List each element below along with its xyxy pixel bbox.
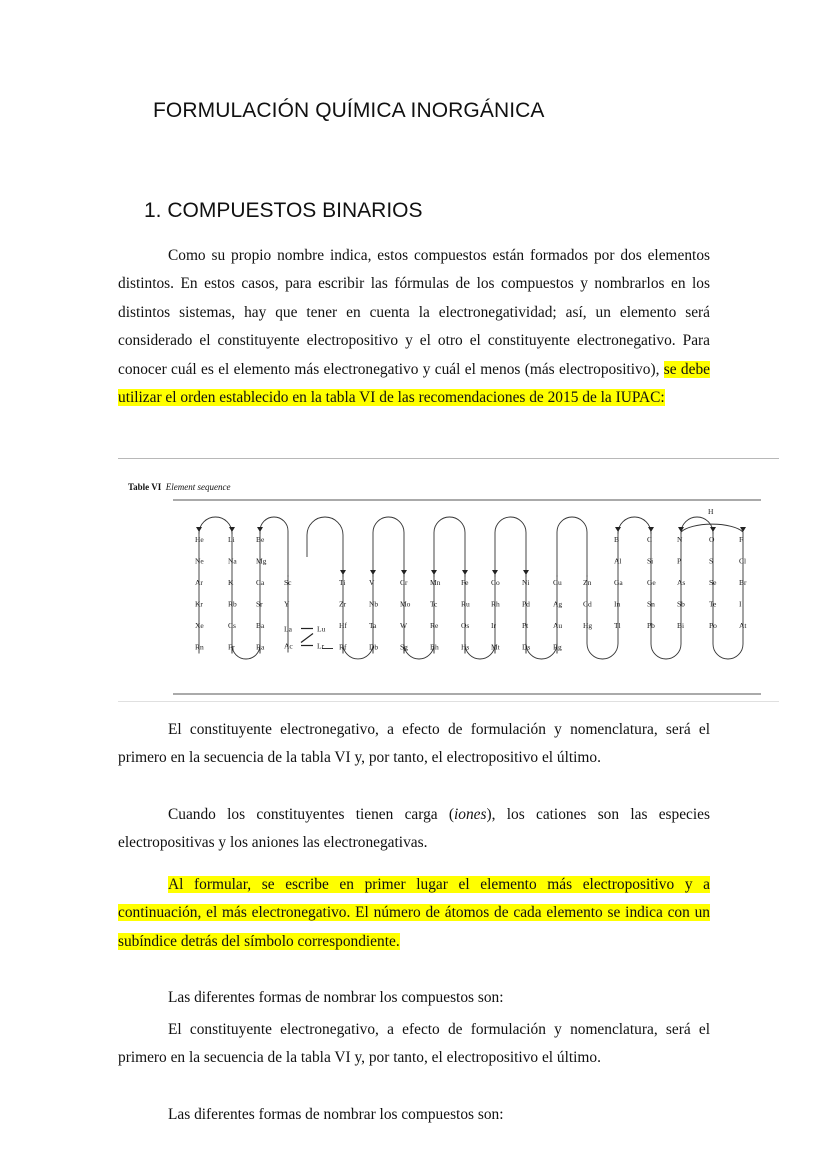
element-symbol: Sr xyxy=(256,599,263,609)
element-symbol: Na xyxy=(228,556,237,566)
element-symbol: Pd xyxy=(522,599,530,609)
element-symbol: Ac xyxy=(284,641,293,651)
element-symbol: Br xyxy=(739,578,747,587)
figure-table-caption: Element sequence xyxy=(165,482,231,492)
element-symbol: La xyxy=(284,624,292,634)
paragraph-2: El constituyente electronegativo, a efecto de formulación y nomenclatura, será el primero en la secuencia de la tabla VI y, por tanto, el electropositivo el último. xyxy=(118,721,710,767)
element-symbol: Mo xyxy=(400,599,411,609)
element-sequence-diagram xyxy=(118,459,779,701)
element-symbol: Po xyxy=(709,621,717,630)
element-symbol: Mt xyxy=(491,642,500,652)
element-symbol: S xyxy=(709,556,714,566)
element-symbol: Cl xyxy=(739,556,747,566)
element-symbol: Bh xyxy=(430,642,439,652)
element-symbol: Ga xyxy=(614,578,623,587)
arrowhead xyxy=(257,527,263,532)
element-symbol: F xyxy=(739,535,744,544)
intro-text: Como su propio nombre indica, estos compuestos están formados por dos elementos distintos. En estos casos, para escribir las fórmulas de los compuestos y nombrarlos en los distintos sistemas, hay que tener en cuenta la electronegatividad; así, un elemento será considerado el constituyente electropositivo y el otro el constituyente electronegativo. Para conocer cuál es el elemento más electronegativo y cuál el menos (más electropositivo), xyxy=(118,247,710,378)
arrowhead xyxy=(615,527,621,532)
paragraph-6: El constituyente electronegativo, a efecto de formulación y nomenclatura, será el primero en la secuencia de la tabla VI y, por tanto, el electropositivo el último. xyxy=(118,1021,710,1067)
element-symbol: Cu xyxy=(553,578,562,587)
element-symbol: Co xyxy=(491,578,500,587)
paragraph-3-italic: iones xyxy=(454,806,487,823)
element-symbol: Ag xyxy=(553,599,563,609)
element-symbol: Rg xyxy=(553,642,562,652)
arrowhead xyxy=(678,527,684,532)
paragraph-4-highlighted-text: Al formular, se escribe en primer lugar el elemento más electropositivo y a continuación, el más electronegativo. El número de átomos de cada elemento se indica con un subíndice detrás del símbolo correspondiente. xyxy=(118,876,710,950)
cross-arrow xyxy=(301,634,313,643)
figure-table-label: Table VI xyxy=(128,482,162,492)
arrowhead xyxy=(370,570,376,575)
element-symbol: Mg xyxy=(256,556,267,566)
element-symbol: Ds xyxy=(522,642,531,652)
element-symbol: Sn xyxy=(647,599,655,609)
element-symbol: Li xyxy=(228,535,235,544)
element-symbol: P xyxy=(677,556,682,566)
element-symbol: Ca xyxy=(256,578,265,587)
arrowhead xyxy=(196,527,202,532)
element-symbol: Pb xyxy=(647,621,655,630)
element-symbol: Ba xyxy=(256,621,265,630)
paragraph-5: Las diferentes formas de nombrar los compuestos son: xyxy=(168,989,504,1006)
arrowhead xyxy=(648,527,654,532)
element-symbol: C xyxy=(647,535,653,544)
sequence-arch xyxy=(434,517,465,577)
element-symbol: Y xyxy=(284,599,290,609)
element-symbol: Re xyxy=(430,621,439,630)
arrowhead xyxy=(431,570,437,575)
element-sequence-figure xyxy=(118,458,779,702)
element-symbol: Ni xyxy=(522,578,530,587)
element-symbol: Ar xyxy=(195,578,203,587)
element-symbol: Hg xyxy=(583,621,593,630)
sequence-arch xyxy=(199,517,232,534)
element-symbol: Si xyxy=(647,556,654,566)
element-symbol: Ti xyxy=(339,578,346,587)
element-symbol: I xyxy=(739,599,742,609)
element-symbol: Ne xyxy=(195,556,204,566)
element-symbol: K xyxy=(228,578,234,587)
paragraph-3-text-b: ), los cationes son las especies electropositivas y los aniones las electronegativas. xyxy=(118,806,710,852)
element-symbol: Fr xyxy=(228,642,235,652)
section-heading: 1. COMPUESTOS BINARIOS xyxy=(144,199,423,222)
element-symbol: Bi xyxy=(677,621,685,630)
arrowhead xyxy=(340,570,346,575)
element-symbol: Ru xyxy=(461,599,470,609)
sequence-arch xyxy=(557,517,587,577)
element-symbol: Be xyxy=(256,535,265,544)
element-symbol: He xyxy=(195,535,204,544)
sequence-arch xyxy=(587,632,618,659)
element-symbol: Rf xyxy=(339,642,347,652)
intro-paragraph xyxy=(118,242,710,412)
paragraph-3 xyxy=(118,801,710,858)
element-symbol: Ta xyxy=(369,621,377,630)
element-symbol: Zn xyxy=(583,578,592,587)
element-symbol: Db xyxy=(369,642,379,652)
element-symbol: Zr xyxy=(339,599,347,609)
element-symbol: In xyxy=(614,599,621,609)
arrowhead xyxy=(229,527,235,532)
element-symbol: V xyxy=(369,578,375,587)
element-symbol: Sg xyxy=(400,642,408,652)
element-symbol: Xe xyxy=(195,621,204,630)
element-symbol: O xyxy=(709,535,715,544)
element-symbol: Sc xyxy=(284,578,292,587)
element-symbol: N xyxy=(677,535,683,544)
element-symbol: Tc xyxy=(430,599,438,609)
arrowhead xyxy=(462,570,468,575)
hydrogen-label: H xyxy=(708,507,714,516)
arrowhead xyxy=(740,527,746,532)
sequence-arch xyxy=(373,517,404,577)
element-symbol: Pt xyxy=(522,621,529,630)
element-symbol: Os xyxy=(461,621,470,630)
page-title: FORMULACIÓN QUÍMICA INORGÁNICA xyxy=(153,99,545,122)
element-symbol: Cd xyxy=(583,599,592,609)
element-symbol: Lu xyxy=(317,624,326,634)
arrowhead xyxy=(710,527,716,532)
element-symbol: Lr xyxy=(317,641,325,651)
element-symbol: Kr xyxy=(195,599,203,609)
element-symbol: Cr xyxy=(400,578,408,587)
paragraph-4 xyxy=(118,871,710,956)
element-symbol: Se xyxy=(709,578,717,587)
element-symbol: Mn xyxy=(430,578,441,587)
element-symbol: At xyxy=(739,621,747,630)
intro-highlighted-text: se debe utilizar el orden establecido en la tabla VI de las recomendaciones de 2015 de la IUPAC: xyxy=(118,360,710,407)
element-symbol: Ir xyxy=(491,621,496,630)
sequence-arch xyxy=(618,517,651,534)
sequence-arch xyxy=(495,517,526,577)
paragraph-7: Las diferentes formas de nombrar los compuestos son: xyxy=(168,1106,504,1123)
paragraph-3-text-a: Cuando los constituyentes tienen carga ( xyxy=(168,806,455,823)
element-symbol: Rn xyxy=(195,642,204,652)
arrowhead xyxy=(523,570,529,575)
sequence-arch xyxy=(713,632,743,659)
element-symbol: Ra xyxy=(256,642,265,652)
element-symbol: Nb xyxy=(369,599,379,609)
element-symbol: W xyxy=(400,621,408,630)
element-symbol: Tl xyxy=(614,621,621,630)
element-symbol: Rb xyxy=(228,599,237,609)
element-symbol: Te xyxy=(709,599,717,609)
element-symbol: Fe xyxy=(461,578,469,587)
element-symbol: Au xyxy=(553,621,563,630)
element-symbol: Rh xyxy=(491,599,500,609)
element-symbol: Hs xyxy=(461,642,470,652)
element-symbol: Al xyxy=(614,556,622,566)
sequence-arch xyxy=(651,632,681,659)
element-symbol: As xyxy=(677,578,686,587)
element-symbol: Hf xyxy=(339,621,347,630)
arrowhead xyxy=(492,570,498,575)
element-symbol: Cs xyxy=(228,621,236,630)
element-symbol: Ge xyxy=(647,578,656,587)
sequence-arch xyxy=(260,517,288,577)
element-symbol: Sb xyxy=(677,599,685,609)
arrowhead xyxy=(401,570,407,575)
element-symbol: B xyxy=(614,535,620,544)
